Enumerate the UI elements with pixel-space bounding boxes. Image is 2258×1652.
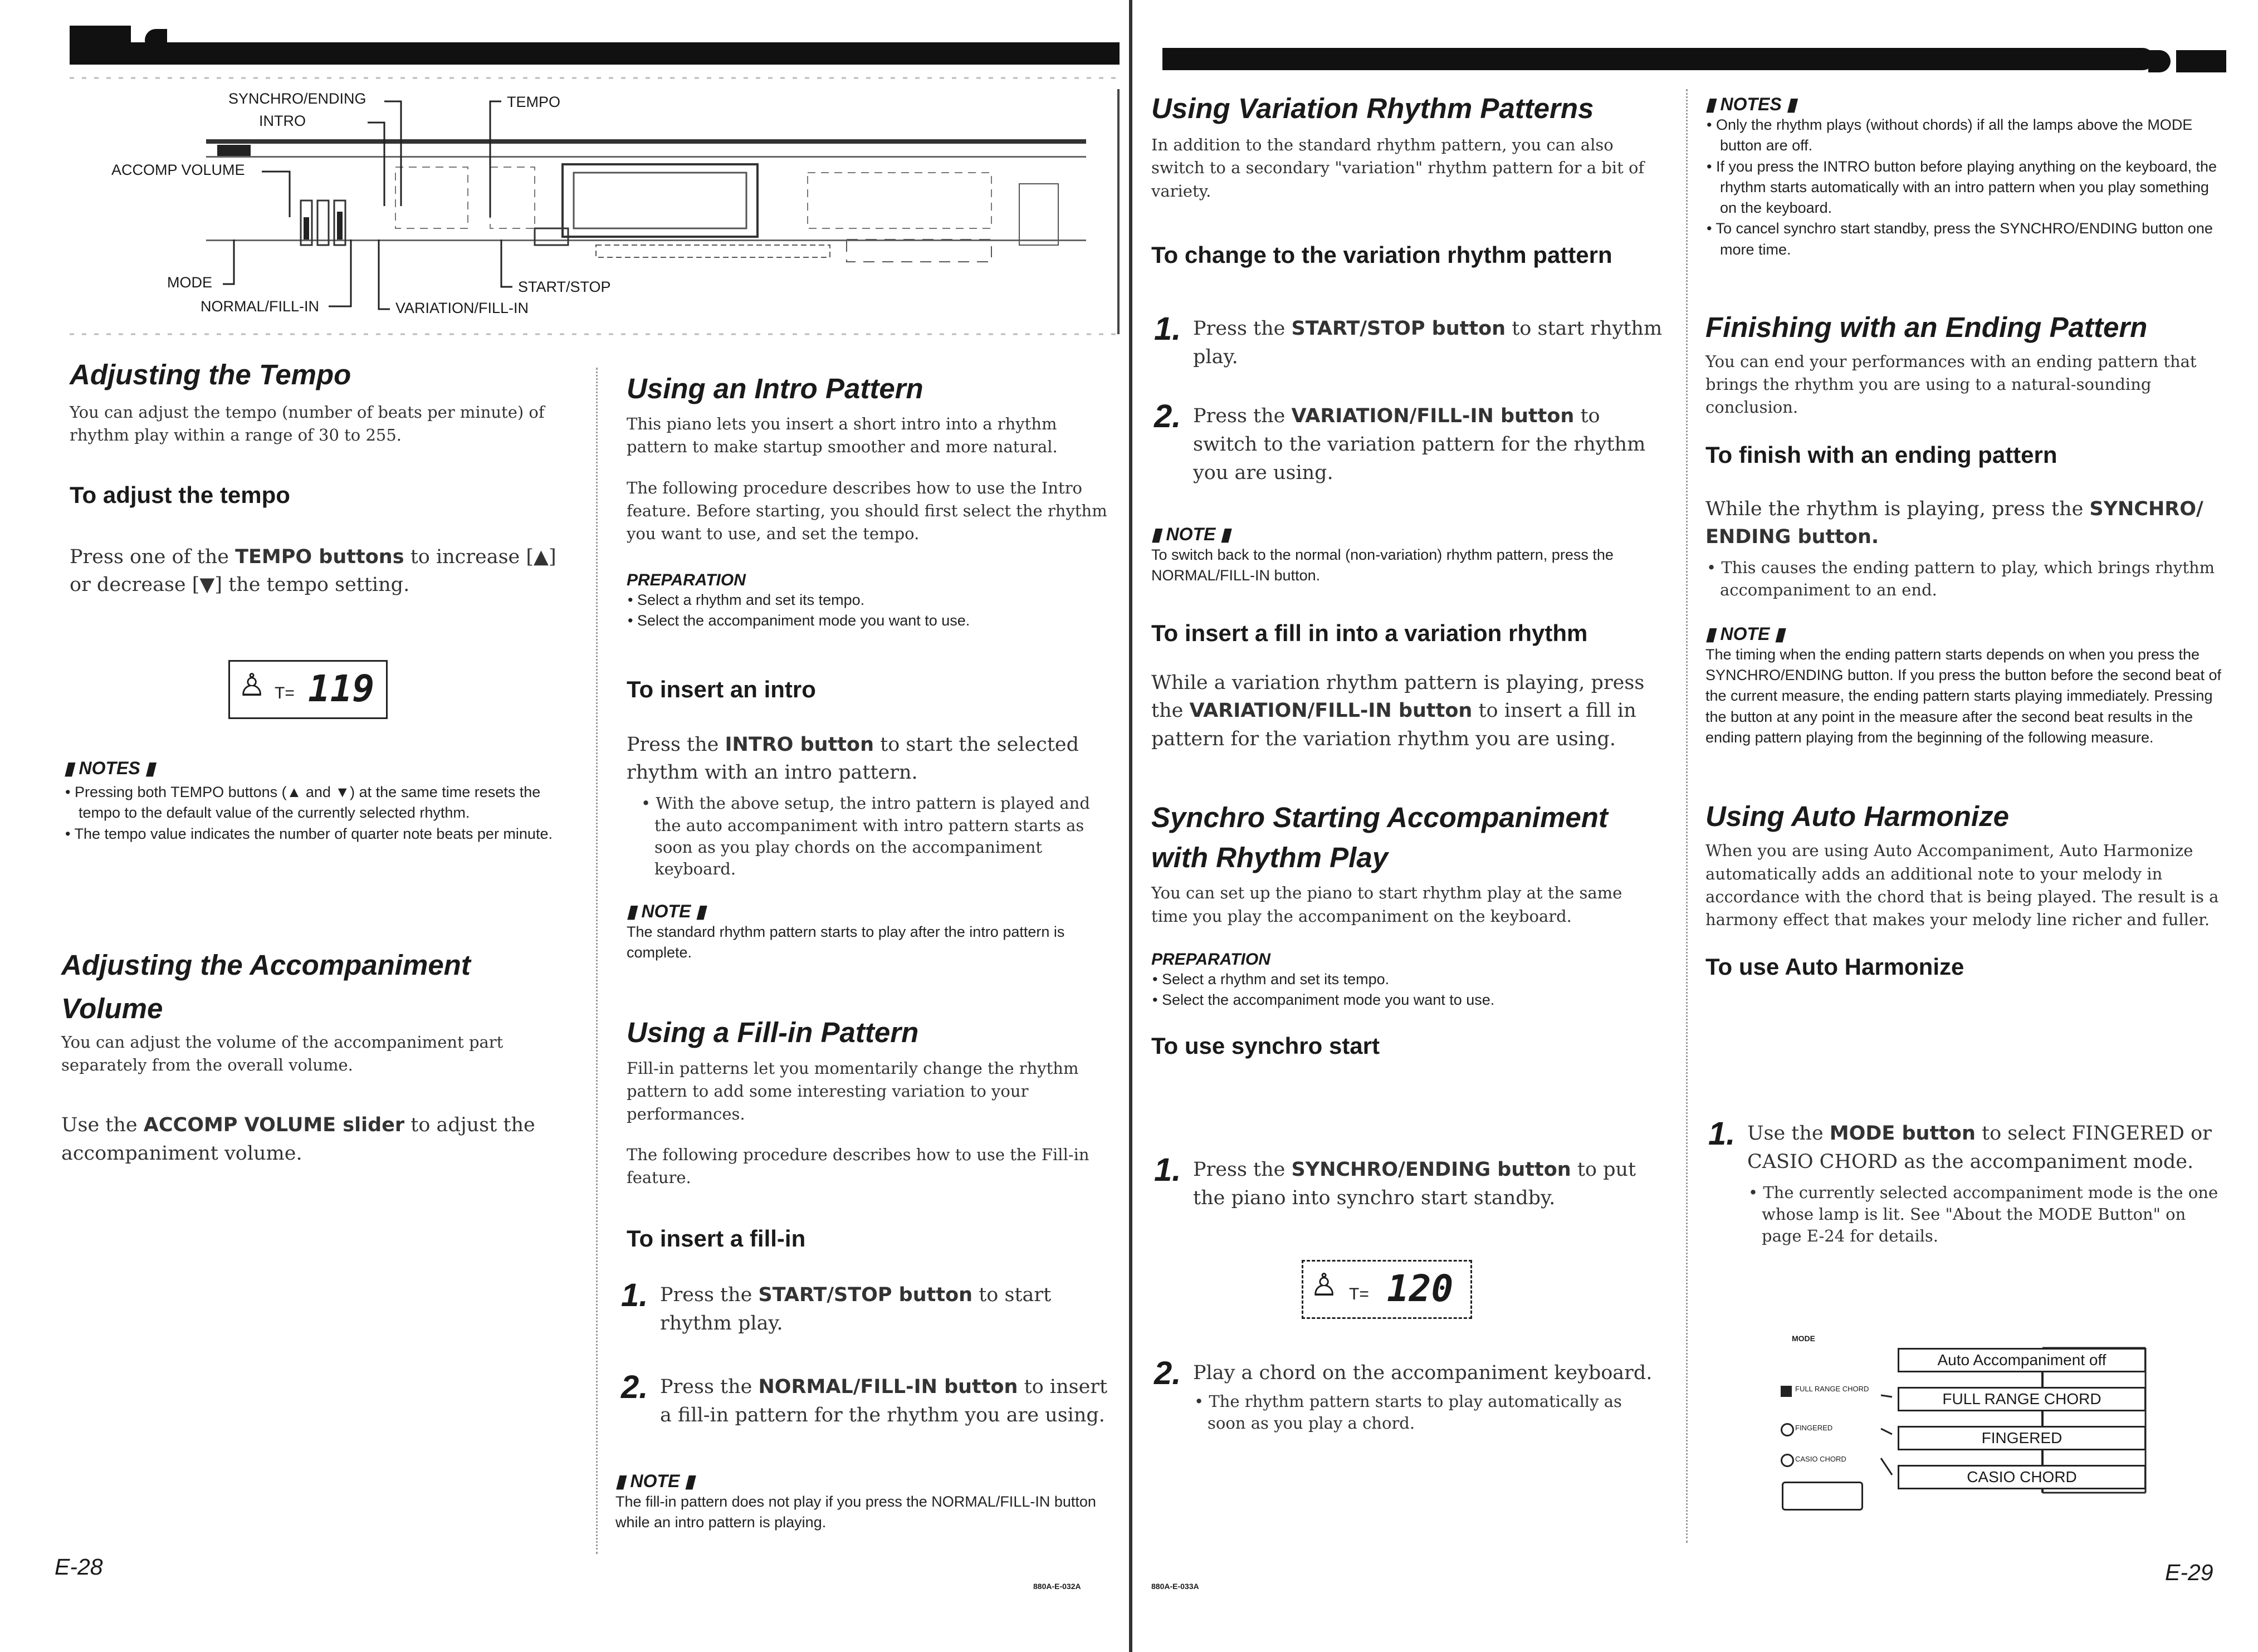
left-column-2 [627, 370, 1120, 1252]
fill-in-normal-label: NORMAL/FILL-IN button [758, 1376, 1018, 1398]
synchro-step-2 [1154, 1355, 1664, 1443]
heading-fill-in-pattern: Using a Fill-in Pattern [627, 1016, 919, 1049]
footer-code-right: 880A-E-033A [1151, 1582, 1199, 1591]
synchro-note-3-text: To cancel synchro start standby, press the SYNCHRO/ENDING button one more time. [1716, 220, 2213, 258]
lamp-full-range-icon [1781, 1386, 1792, 1397]
label-variation-fill-in: VARIATION/FILL-IN [395, 300, 529, 316]
variation-note-heading: ▮ NOTE ▮ [1151, 524, 1230, 544]
lcd-synchro-tempo-value: 120 [1387, 1267, 1454, 1310]
fill-in-step-2 [621, 1369, 1111, 1440]
harmonize-step-1-text [1747, 1120, 2229, 1176]
lamp-casio-label: CASIO CHORD [1795, 1455, 1846, 1463]
harmonize-bullet: • The currently selected accompaniment mode is the one whose lamp is lit. See "About the MODE Button" on page E-24 for details. [1748, 1182, 2218, 1246]
intro-note-text: The standard rhythm pattern starts to play after the intro pattern is complete. [627, 923, 1065, 961]
fill-in-note-text: The fill-in pattern does not play if you press the NORMAL/FILL-IN button while an intro pattern is playing. [615, 1493, 1096, 1531]
intro-prep-2-text: Select the accompaniment mode you want to use. [637, 612, 970, 629]
accomp-instruction-a: Use the [61, 1113, 138, 1136]
harmonize-step-1-body [1747, 1120, 2229, 1248]
metronome-flash-icon: ♙ [1310, 1267, 1338, 1303]
intro-instruction-c: to start the selected rhythm with an intro pattern. [627, 733, 1079, 784]
ending-instruction-a: While the rhythm is playing, press the [1705, 497, 2084, 520]
page-number-right: E-29 [2165, 1560, 2213, 1585]
heading-finish-ending: To finish with an ending pattern [1705, 441, 2057, 468]
tempo-intro-text: You can adjust the tempo (number of beats per minute) of rhythm play within a range of 30 to 255. [70, 403, 545, 445]
heading-accomp-volume-2: Volume [61, 993, 163, 1025]
synchro-step-2-body [1193, 1359, 1664, 1435]
intro-prep-2: • Select the accompaniment mode you want to use. [628, 612, 970, 629]
variation-step-1-c: to start rhythm play. [1193, 317, 1663, 368]
control-panel-diagram [67, 72, 1125, 340]
variation-start-stop-label: START/STOP button [1291, 317, 1506, 340]
variation-step-1-text [1193, 315, 1664, 372]
ending-instruction [1705, 495, 2229, 552]
header-bar-right-tab [2148, 50, 2171, 72]
variation-step-2-a: Press the [1193, 405, 1286, 427]
right-column-2 [1705, 94, 2229, 980]
heading-to-adjust-tempo: To adjust the tempo [70, 481, 290, 508]
synchro-note-2: • If you press the INTRO button before playing anything on the keyboard, the rhythm starts automatically with an intro pattern when you play something on the keyboard. [1707, 158, 2217, 216]
variation-note-heading-text: NOTE [1166, 524, 1216, 544]
label-tempo: TEMPO [507, 94, 561, 110]
accomp-volume-section [61, 947, 563, 1167]
harmonize-bullet-text: The currently selected accompaniment mode is the one whose lamp is lit. See "About the MODE Button" on page E-24 for details. [1762, 1182, 2218, 1246]
tempo-notes-heading: ▮ NOTES ▮ [64, 758, 155, 778]
synchro-prep-2: • Select the accompaniment mode you want to use. [1152, 991, 1495, 1008]
lamp-full-range-label: FULL RANGE CHORD [1795, 1385, 1869, 1393]
tempo-lcd-display [228, 660, 388, 719]
left-column-divider [596, 368, 598, 1554]
header-bar-left [70, 42, 1120, 65]
synchro-step-1 [1154, 1152, 1664, 1223]
heading-fill-variation: To insert a fill in into a variation rhythm [1151, 619, 1588, 646]
fill-in-p2: The following procedure describes how to use the Fill-in feature. [627, 1145, 1089, 1187]
harmonize-step-1-number: 1. [1708, 1116, 1736, 1152]
synchro-note-2-text: If you press the INTRO button before playing anything on the keyboard, the rhythm starts automatically with an intro pattern when you play something on the keyboard. [1716, 158, 2217, 216]
ending-bullet-text: This causes the ending pattern to play, which brings rhythm accompaniment to an end. [1720, 558, 2215, 599]
intro-button-label: INTRO button [725, 733, 874, 756]
variation-step-2-c: to switch to the variation pattern for the rhythm you are using. [1193, 405, 1646, 484]
synchro-prep-2-text: Select the accompaniment mode you want to use. [1161, 991, 1495, 1008]
synchro-step-1-number: 1. [1154, 1152, 1181, 1188]
header-bar-left-tab2 [145, 29, 167, 51]
tempo-note-1: • Pressing both TEMPO buttons (▲ and ▼) at the same time resets the tempo to the default value of the currently selected rhythm. [65, 784, 541, 822]
heading-insert-intro: To insert an intro [627, 676, 816, 702]
tempo-instruction [70, 543, 565, 600]
variation-fill-text [1151, 669, 1664, 754]
fill-in-p1: Fill-in patterns let you momentarily change the rhythm pattern to add some interesting variation to your performances. [627, 1058, 1079, 1124]
lcd-tempo-label: T= [275, 684, 295, 702]
synchro-ending-label: SYNCHRO/ENDING button [1291, 1159, 1571, 1181]
label-mode: MODE [167, 274, 212, 291]
label-start-stop: START/STOP [518, 278, 611, 295]
variation-step-1-a: Press the [1193, 317, 1286, 340]
synchro-step-1-text [1193, 1156, 1664, 1213]
heading-synchro-2: with Rhythm Play [1151, 842, 1389, 874]
accomp-volume-instruction [61, 1111, 563, 1168]
fill-in-step-1-a: Press the [660, 1284, 752, 1306]
fill-in-note [615, 1470, 1117, 1533]
lamp-casio-icon [1781, 1454, 1794, 1467]
heading-insert-fill-in: To insert a fill-in [627, 1225, 806, 1252]
heading-ending-pattern: Finishing with an Ending Pattern [1705, 311, 2148, 343]
mode-box-full-range: FULL RANGE CHORD [1898, 1387, 2146, 1411]
intro-bullet-text: With the above setup, the intro pattern is played and the auto accompaniment with intro pattern starts as soon as you play chords on the accompaniment keyboard. [654, 794, 1090, 879]
fill-in-step-2-text [660, 1373, 1111, 1430]
heading-variation: Using Variation Rhythm Patterns [1151, 92, 1594, 124]
variation-fill-button-label: VARIATION/FILL-IN button [1189, 700, 1473, 722]
variation-fill-a: While a variation rhythm pattern is playing, press the [1151, 671, 1645, 722]
fill-in-start-stop-label: START/STOP button [758, 1284, 973, 1306]
fill-in-step-2-c: to insert a fill-in pattern for the rhythm you are using. [660, 1376, 1108, 1426]
ending-note-heading: ▮ NOTE ▮ [1705, 623, 1785, 644]
accomp-volume-intro: You can adjust the volume of the accompaniment part separately from the overall volume. [61, 1032, 504, 1074]
heading-change-variation: To change to the variation rhythm pattern [1151, 241, 1612, 268]
tempo-note-1-text: Pressing both TEMPO buttons (▲ and ▼) at the same time resets the tempo to the default value of the currently selected rhythm. [74, 784, 541, 822]
variation-step-2-text [1193, 402, 1664, 487]
ending-intro: You can end your performances with an ending pattern that brings the rhythm you are using to a natural-sounding conclusion. [1705, 352, 2197, 417]
variation-step-2-number: 2. [1154, 398, 1181, 434]
synchro-preparation-heading: PREPARATION [1151, 950, 1270, 969]
intro-prep-1-text: Select a rhythm and set its tempo. [637, 592, 865, 609]
heading-auto-harmonize: Using Auto Harmonize [1705, 800, 2009, 833]
tempo-buttons-label: TEMPO buttons [235, 545, 404, 568]
right-column-1 [1151, 90, 1664, 268]
variation-fill-c: to insert a fill in pattern for the variation rhythm you are using. [1151, 700, 1636, 750]
synchro-note-3: • To cancel synchro start standby, press the SYNCHRO/ENDING button one more time. [1707, 220, 2213, 258]
intro-bullet: • With the above setup, the intro pattern is played and the auto accompaniment with intro pattern starts as soon as you play chords on the accompaniment keyboard. [641, 794, 1090, 879]
synchro-step-2-bullet-text: The rhythm pattern starts to play automatically as soon as you play a chord. [1208, 1391, 1622, 1433]
heading-accomp-volume-1: Adjusting the Accompaniment [61, 949, 471, 981]
synchro-step-1-a: Press the [1193, 1159, 1286, 1181]
synchro-note-1-text: Only the rhythm plays (without chords) if all the lamps above the MODE button are off. [1716, 116, 2193, 154]
header-bar-right [1162, 48, 2154, 70]
label-accomp-volume: ACCOMP VOLUME [111, 162, 245, 178]
variation-button-label: VARIATION/FILL-IN button [1291, 405, 1575, 427]
synchro-notes-heading: ▮ NOTES ▮ [1705, 94, 1797, 114]
heading-use-harmonize: To use Auto Harmonize [1705, 954, 1964, 980]
variation-intro: In addition to the standard rhythm pattern, you can also switch to a secondary "variation" rhythm pattern for a bit of variety. [1151, 135, 1645, 201]
mode-diagram-title: MODE [1792, 1334, 1815, 1343]
variation-note-text: To switch back to the normal (non-variation) rhythm pattern, press the NORMAL/FILL-IN button. [1151, 546, 1614, 584]
ending-button-label: SYNCHRO/ ENDING button. [1705, 497, 2203, 549]
footer-code-left: 880A-E-032A [1033, 1582, 1081, 1591]
fill-in-step-1-number: 1. [621, 1277, 648, 1313]
fill-in-step-2-number: 2. [621, 1369, 648, 1405]
tempo-instruction-c: to increase [▲] or decrease [▼] the tempo setting. [70, 545, 556, 597]
intro-note-heading: ▮ NOTE ▮ [627, 901, 706, 921]
tempo-instruction-a: Press one of the [70, 545, 229, 568]
mode-box-auto-off: Auto Accompaniment off [1898, 1348, 2146, 1372]
heading-use-synchro: To use synchro start [1151, 1033, 1380, 1059]
synchro-prep-1: • Select a rhythm and set its tempo. [1152, 970, 1390, 988]
fill-in-step-1-text [660, 1281, 1111, 1338]
lamp-fingered-icon [1781, 1423, 1794, 1436]
mode-diagram [1764, 1331, 2187, 1515]
intro-note-heading-text: NOTE [641, 901, 691, 921]
harmonize-step-1-a: Use the [1747, 1122, 1824, 1145]
fill-in-step-1 [621, 1277, 1111, 1348]
ending-bullet: • This causes the ending pattern to play, which brings rhythm accompaniment to an end. [1707, 558, 2215, 599]
synchro-step-1-c: to put the piano into synchro start standby. [1193, 1159, 1636, 1209]
heading-intro-pattern: Using an Intro Pattern [627, 373, 923, 404]
lamp-fingered-label: FINGERED [1795, 1424, 1833, 1432]
fill-in-step-2-a: Press the [660, 1376, 752, 1398]
harmonize-mode-label: MODE button [1829, 1122, 1976, 1145]
synchro-lcd-display [1302, 1260, 1472, 1319]
intro-instruction [627, 731, 1120, 788]
variation-step-1 [1154, 311, 1664, 382]
intro-prep-1: • Select a rhythm and set its tempo. [628, 592, 865, 609]
synchro-notes-heading-text: NOTES [1720, 94, 1782, 114]
synchro-prep-1-text: Select a rhythm and set its tempo. [1161, 970, 1390, 988]
fill-in-step-1-c: to start rhythm play. [660, 1284, 1052, 1335]
synchro-intro: You can set up the piano to start rhythm play at the same time you play the accompaniment on the keyboard. [1151, 883, 1622, 926]
accomp-slider-label: ACCOMP VOLUME slider [143, 1113, 405, 1136]
harmonize-intro: When you are using Auto Accompaniment, Auto Harmonize automatically adds an additional note to your melody in accordance with the chord that is being played. The result is a harmony effect that makes your melody line richer and fuller. [1705, 841, 2219, 929]
label-normal-fill-in: NORMAL/FILL-IN [201, 298, 320, 315]
header-bar-right-end [2176, 50, 2226, 72]
harmonize-step-1 [1708, 1116, 2229, 1264]
variation-step-1-number: 1. [1154, 311, 1181, 347]
intro-pattern-p2: The following procedure describes how to use the Intro feature. Before starting, you should first select the rhythm you want to use, and set the tempo. [627, 478, 1107, 543]
fill-in-note-heading-text: NOTE [630, 1471, 680, 1491]
intro-instruction-a: Press the [627, 733, 719, 756]
heading-adjusting-tempo: Adjusting the Tempo [70, 359, 351, 390]
ending-note-text: The timing when the ending pattern starts depends on when you press the SYNCHRO/ENDING button. If you press the button before the second beat of the current measure, the ending pattern starts playing immediately. Pressing the button at any point in the measure after the second beat results in the ending pattern playing from the beginning of the following measure. [1705, 646, 2221, 746]
intro-pattern-p1: This piano lets you insert a short intro into a rhythm pattern to make startup smoother and more natural. [627, 414, 1058, 457]
page-number-left: E-28 [55, 1554, 103, 1580]
mode-box-casio: CASIO CHORD [1898, 1465, 2146, 1489]
ending-note-heading-text: NOTE [1720, 623, 1770, 644]
synchro-step-2-text: Play a chord on the accompaniment keyboard. [1193, 1362, 1653, 1384]
label-synchro-ending: SYNCHRO/ENDING [228, 90, 366, 107]
mode-box-fingered: FINGERED [1898, 1426, 2146, 1450]
mode-button-icon [1782, 1482, 1863, 1511]
harmonize-step-1-c: to select FINGERED or CASIO CHORD as the accompaniment mode. [1747, 1122, 2212, 1173]
lcd-synchro-tempo-label: T= [1349, 1285, 1369, 1303]
tempo-notes [64, 757, 565, 844]
tempo-notes-heading-text: NOTES [79, 758, 140, 778]
header-bar-left-tab [70, 26, 131, 48]
synchro-step-2-bullet: • The rhythm pattern starts to play automatically as soon as you play a chord. [1194, 1391, 1622, 1433]
variation-step-2 [1154, 398, 1664, 502]
lcd-tempo-value: 119 [308, 667, 375, 710]
tempo-note-2-text: The tempo value indicates the number of quarter note beats per minute. [74, 825, 553, 842]
variation-note [1151, 524, 1664, 1059]
left-column-1 [70, 356, 565, 599]
tempo-note-2: • The tempo value indicates the number of quarter note beats per minute. [65, 825, 553, 842]
synchro-step-2-number: 2. [1154, 1355, 1181, 1391]
accomp-instruction-c: to adjust the accompaniment volume. [61, 1113, 535, 1165]
intro-preparation-heading: PREPARATION [627, 571, 746, 590]
synchro-note-1: • Only the rhythm plays (without chords) if all the lamps above the MODE button are off. [1707, 116, 2193, 154]
right-column-divider [1686, 89, 1688, 1543]
right-page [1129, 0, 2258, 1652]
fill-in-note-heading: ▮ NOTE ▮ [615, 1471, 695, 1491]
heading-synchro-1: Synchro Starting Accompaniment [1151, 801, 1608, 833]
metronome-icon: ♙ [238, 667, 266, 703]
label-intro: INTRO [259, 113, 306, 129]
